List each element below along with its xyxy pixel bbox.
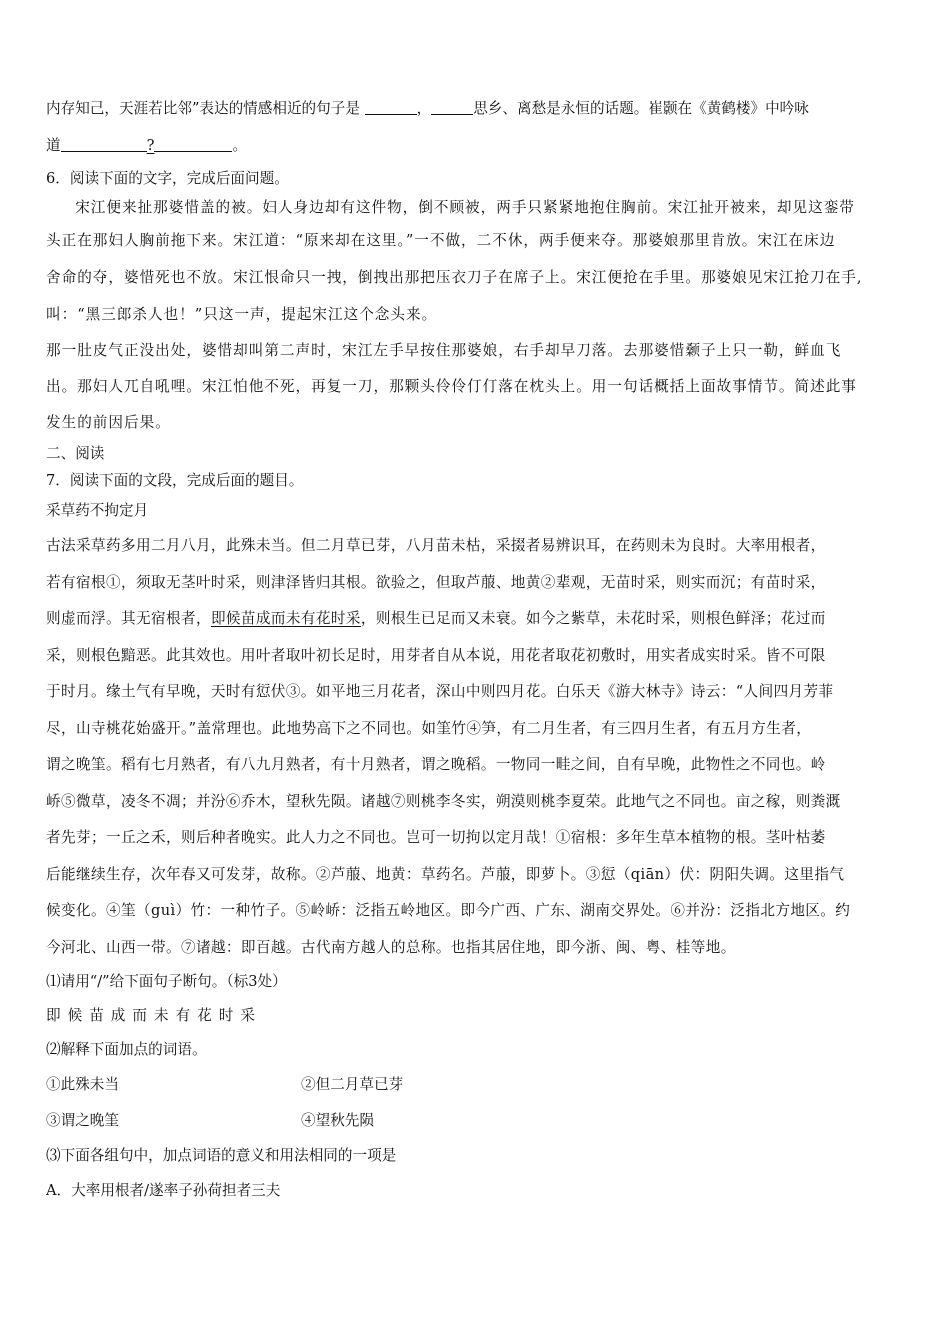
q7-passage-line-4: 采，则根色黯恶。此其效也。用叶者取叶初长足时，用芽者自从本说，用花者取花初敷时，用实者成实时采。皆不可限 bbox=[46, 646, 826, 664]
q7-passage-line-9: 者先芽；一丘之禾，则后种者晚实。此人力之不同也。岂可一切拘以定月哉！①宿根：多年生草本植物的根。茎叶枯萎 bbox=[46, 829, 826, 846]
q7-sub2-item-3: ③谓之晚筀 bbox=[46, 1112, 119, 1129]
q7-sub2-row-2 bbox=[46, 1103, 906, 1138]
q7-sub2-prompt: ⑵解释下面加点的词语。 bbox=[46, 1041, 207, 1058]
q7-sub2-item-4: ④望秋先陨 bbox=[301, 1112, 374, 1129]
q7-passage-line-5: 于时月。缘土气有早晚，天时有愆伏③。如平地三月花者，深山中则四月花。白乐天《游大林寺》诗云：“人间四月芳菲 bbox=[46, 683, 834, 700]
q7-passage-title: 采草药不拘定月 bbox=[46, 502, 149, 519]
q7-passage-line-1: 古法采草药多用二月八月，此殊未当。但二月草已芽，八月苗未枯，采掇者易辨识耳，在药则未为良时。大率用根者， bbox=[46, 537, 826, 554]
q6-para1-line-4: 叫：“黑三郎杀人也！”只这一声，提起宋江这个念头来。 bbox=[46, 306, 438, 323]
q7-passage-line-3 bbox=[46, 601, 906, 638]
q7-passage-line-7: 谓之晚筀。稻有七月熟者，有八九月熟者，有十月熟者，谓之晚稻。一物同一畦之间，自有早晚，此物性之不同也。岭 bbox=[46, 756, 826, 773]
q7-sub2-row-1 bbox=[46, 1067, 906, 1103]
q5-blank-3[interactable] bbox=[61, 135, 147, 152]
q6-para2-line-2: 出。那妇人兀自吼哩。宋江怕他不死，再复一刀，那颗头伶伶仃仃落在枕头上。用一句话概括上面故事情节。简述此事 bbox=[46, 378, 857, 395]
q5-line-1 bbox=[46, 90, 906, 127]
q7-option-a: A．大率用根者/遂率子孙荷担者三夫 bbox=[46, 1182, 281, 1199]
q7-underlined-sentence: 即候苗成而未有花时采 bbox=[210, 610, 361, 627]
q7-l3-before: 则虚而浮。其无宿根者， bbox=[46, 610, 211, 627]
q5-text-before-blank: 内存知己，天涯若比邻”表达的情感相近的句子是 bbox=[46, 100, 365, 117]
q7-l3-after: ，则根生已足而又未衰。如今之紫草，未花时采，则根色鲜泽；花过而 bbox=[360, 610, 826, 627]
q7-passage-line-6: 尽，山寺桃花始盛开。”盖常理也。此地势高下之不同也。如筀竹④笋，有二月生者，有三四月生者，有五月方生者， bbox=[46, 719, 812, 737]
q6-para1-line-3: 舍命的夺，婆惜死也不放。宋江恨命只一拽，倒拽出那把压衣刀子在席子上。宋江便抢在手里。那婆娘见宋江抢刀在手, bbox=[46, 269, 863, 286]
document-page bbox=[46, 90, 906, 1208]
q5-line-2 bbox=[46, 127, 906, 164]
q7-passage-line-10: 后能继续生存，次年春又可发芽，故称。②芦菔、地黄：草药名。芦菔，即萝卜。③愆（qiān）伏：阴阳失调。这里指气 bbox=[46, 865, 845, 883]
q6-para1-line-2: 头正在那妇人胸前拖下来。宋江道：“原来却在这里。”一不做，二不休，两手便来夺。那婆娘那里肯放。宋江在床边 bbox=[46, 232, 836, 249]
q5-comma: ， bbox=[416, 100, 432, 117]
q7-passage-line-12: 今河北、山西一带。⑦诸越：即百越。古代南方越人的总称。也指其居住地，即今浙、闽、粤、桂等地。 bbox=[46, 938, 736, 956]
q5-text-after-blank: 思乡、离愁是永恒的话题。崔颢在《黄鹤楼》中吟咏 bbox=[473, 100, 809, 117]
q5-blank-1[interactable] bbox=[365, 98, 417, 115]
q7-sub2-item-1: ①此殊未当 bbox=[46, 1076, 119, 1093]
q5-question-mark: ? bbox=[146, 137, 155, 154]
q5-blank-2[interactable] bbox=[431, 98, 473, 115]
q7-passage-line-11: 候变化。④筀（guì）竹：一种竹子。⑤岭峤：泛指五岭地区。即今广西、广东、湖南交界处。⑥并汾：泛指北方地区。约 bbox=[46, 902, 851, 919]
q6-para2-line-1: 那一肚皮气正没出处，婆惜却叫第二声时，宋江左手早按住那婆娘，右手却早刀落。去那婆惜颡子上只一勒，鲜血飞 bbox=[46, 342, 842, 359]
q6-title: 6．阅读下面的文字，完成后面问题。 bbox=[46, 170, 289, 187]
q7-sub1-prompt: ⑴请用“/”给下面句子断句。（标3处） bbox=[46, 973, 287, 990]
q7-sub1-sentence: 即候苗成而未有花时采 bbox=[46, 1007, 262, 1024]
section-2-heading: 二、阅读 bbox=[46, 445, 105, 462]
q7-sub3-prompt: ⑶下面各组句中，加点词语的意义和用法相同的一项是 bbox=[46, 1147, 397, 1164]
q6-para2-line-3: 发生的前因后果。 bbox=[46, 414, 171, 431]
q6-para1-line-1: 宋江便来扯那婆惜盖的被。妇人身边却有这件物，倒不顾被，两手只紧紧地抱住胸前。宋江扯开被来，却见这銮带 bbox=[75, 199, 855, 216]
q5-line2-start: 道 bbox=[46, 137, 61, 154]
q7-passage-line-8: 峤⑤微草，凌冬不凋；并汾⑥乔木，望秋先陨。诸越⑦则桃李冬实，朔漠则桃李夏荣。此地气之不同也。亩之稼，则粪溉 bbox=[46, 792, 841, 810]
q7-passage-line-2: 若有宿根①，须取无茎叶时采，则津泽皆归其根。欲验之，但取芦菔、地黄②辈观，无苗时采，则实而沉；有苗时采， bbox=[46, 573, 826, 591]
q5-blank-4[interactable] bbox=[154, 135, 232, 152]
q7-sub2-item-2: ②但二月草已芽 bbox=[301, 1076, 404, 1093]
q7-title: 7．阅读下面的文段，完成后面的题目。 bbox=[46, 472, 304, 489]
q5-period: 。 bbox=[232, 137, 248, 154]
